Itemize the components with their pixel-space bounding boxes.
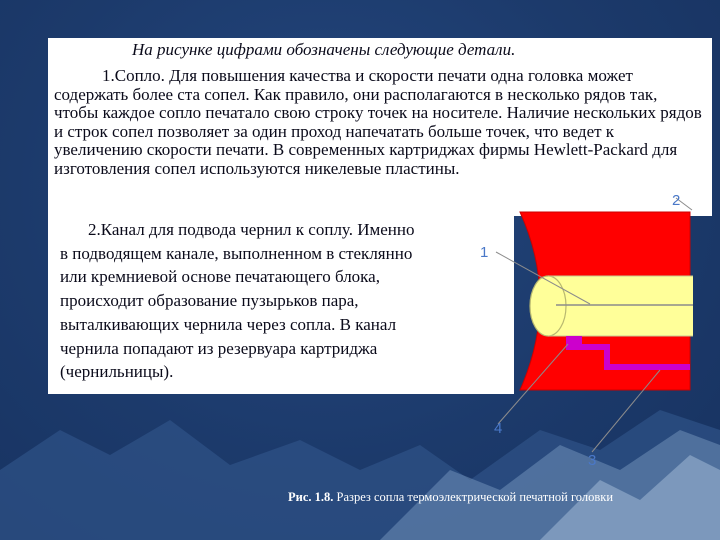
callout-label-2: 2 [672, 192, 681, 209]
paragraph2-line: происходит образование пузырьков пара, [60, 291, 359, 311]
paragraph-nozzle: 1.Сопло. Для повышения качества и скорости печати одна головка может содержать более ста сопел. Как правило, они располагаются в несколько рядов так, чтобы каждое сопло печатало свою строку точек на носителе. Наличие нескольких рядов и строк сопел позволяет за один проход напечатать больше точек, что ведет к увеличению скорости печати. В современных картриджах фирмы Hewlett-Packard для изготовления сопел используются никелевые пластины. [54, 66, 702, 178]
figure-caption-text: Разрез сопла термоэлектрической печатной головки [333, 490, 614, 504]
paragraph2-line: чернила попадают из резервуара картриджа [60, 338, 378, 358]
ink-channel [566, 336, 582, 350]
figure-caption [288, 490, 613, 505]
paragraph2-line: в подводящем канале, выполненном в стеклянно [60, 243, 413, 263]
nozzle-cylinder [548, 276, 693, 336]
nozzle-cylinder-end [530, 276, 566, 336]
paragraph2-line: выталкивающих чернила через сопла. В канал [60, 314, 397, 334]
paragraph2-line: (чернильницы). [60, 362, 174, 382]
callout-label-1: 1 [480, 244, 489, 261]
callout-label-4: 4 [494, 420, 503, 437]
paragraph2-line: 2.Канал для подвода чернил к соплу. Именно [88, 220, 415, 239]
slide-heading: На рисунке цифрами обозначены следующие детали. [132, 40, 516, 59]
paragraph2-line: или кремниевой основе печатающего блока, [60, 267, 380, 287]
figure-caption-label: Рис. 1.8. [288, 490, 334, 504]
callout-label-3: 3 [588, 452, 597, 469]
